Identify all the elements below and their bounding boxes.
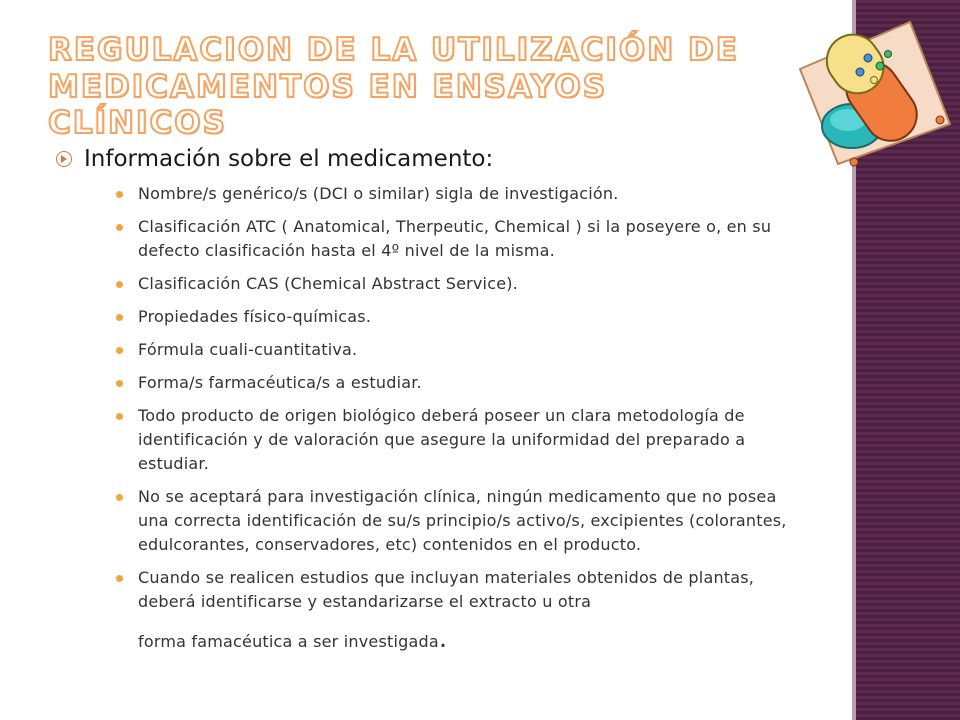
list-item <box>138 272 796 296</box>
main-bullet-text: Información sobre el medicamento: <box>84 146 494 172</box>
list-item <box>138 215 796 263</box>
circle-arrow-bullet-icon <box>56 151 72 167</box>
list-item-text: Clasificación CAS (Chemical Abstract Service). <box>138 274 518 293</box>
slide-content <box>56 146 796 663</box>
title-line-1: REGULACION DE LA UTILIZACIÓN DE <box>48 32 739 68</box>
bullet-dot-icon <box>116 224 123 231</box>
pills-icon <box>790 14 960 174</box>
bullet-dot-icon <box>116 347 123 354</box>
main-bullet <box>56 146 796 172</box>
list-item-text: Forma/s farmacéutica/s a estudiar. <box>138 373 422 392</box>
list-item <box>138 404 796 476</box>
sub-bullet-list <box>56 182 796 654</box>
list-item-text: Propiedades físico-químicas. <box>138 307 372 326</box>
list-item <box>138 182 796 206</box>
title-line-2: MEDICAMENTOS EN ENSAYOS CLÍNICOS <box>48 68 608 142</box>
bullet-dot-icon <box>116 314 123 321</box>
list-item <box>138 305 796 329</box>
bullet-dot-icon <box>116 413 123 420</box>
bullet-dot-icon <box>116 191 123 198</box>
list-item-text: Todo producto de origen biológico deberá poseer un clara metodología de identificación y de valoración que asegure la uniformidad del preparado a estudiar. <box>138 406 746 473</box>
list-item-text: No se aceptará para investigación clínica, ningún medicamento que no posea una correcta identificación de su/s principio/s activo/s, excipientes (colorantes, edulcorantes, conservadores, etc) contenidos en el producto. <box>138 487 787 554</box>
list-item-text: Cuando se realicen estudios que incluyan materiales obtenidos de plantas, deberá identificarse y estandarizarse el extracto u otra <box>138 568 755 611</box>
bullet-dot-icon <box>116 380 123 387</box>
list-item-text: Nombre/s genérico/s (DCI o similar) sigla de investigación. <box>138 184 619 203</box>
list-item-last <box>138 566 796 654</box>
list-item <box>138 371 796 395</box>
bullet-dot-icon <box>116 575 123 582</box>
list-item-text-continued: forma famacéutica a ser investigada <box>138 632 439 651</box>
list-item-text: Fórmula cuali-cuantitativa. <box>138 340 358 359</box>
bullet-dot-icon <box>116 494 123 501</box>
bullet-dot-icon <box>116 281 123 288</box>
list-item <box>138 338 796 362</box>
slide-title <box>48 32 768 142</box>
list-item-end-period: . <box>438 624 448 654</box>
list-item-text: Clasificación ATC ( Anatomical, Therpeutic, Chemical ) si la poseyere o, en su defecto clasificación hasta el 4º nivel de la misma. <box>138 217 772 260</box>
list-item <box>138 485 796 557</box>
